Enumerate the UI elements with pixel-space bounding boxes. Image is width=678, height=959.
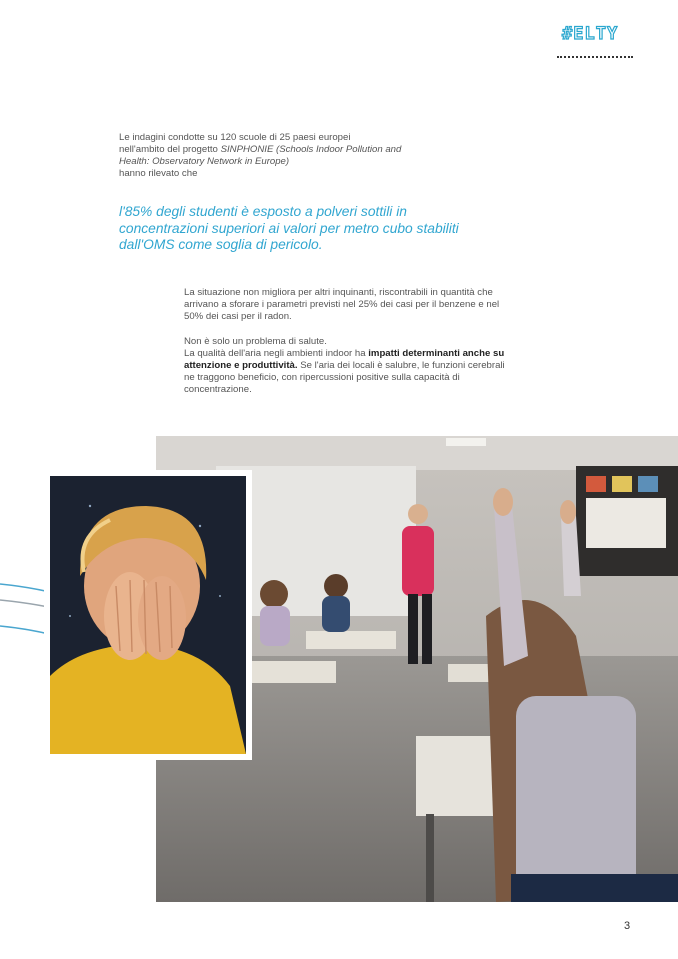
body-p2-prefix: La qualità dell'aria negli ambienti indoor ha [184,347,369,359]
page-number: 3 [624,920,631,932]
intro-line-3: hanno rilevato che [119,168,198,179]
helty-logo: #ELTY [562,24,619,44]
body-p2-line-1: Non è solo un problema di salute. [184,335,327,347]
logo-dotted-divider [557,56,633,58]
body-p2-suffix: Se l'aria dei locali è salubre, le funzioni cerebrali ne traggono beneficio, con ripercussioni positive sulla capacità di concentrazione. [184,360,505,396]
body-text [184,287,514,409]
intro-project-name: SINPHONIE (Schools Indoor Pollution and Health: Observatory Network in Europe) [119,144,402,167]
intro-line-1: Le indagini condotte su 120 scuole di 25 paesi europei [119,132,351,143]
body-paragraph-2 [184,336,514,397]
child-photo [50,476,246,754]
intro-paragraph [119,132,409,180]
intro-line-2-prefix: nell'ambito del progetto [119,144,221,155]
body-p2-bold: impatti determinanti anche su attenzione e produttività. [184,347,505,372]
body-paragraph-1: La situazione non migliora per altri inquinanti, riscontrabili in quantità che arrivano a sforare i parametri previsti nel 25% dei casi per il benzene e nel 50% dei casi per il radon. [184,287,500,323]
highlight-statement: l'85% degli studenti è esposto a polveri sottili in concentrazioni superiori ai valori per metro cubo stabiliti dall'OMS come soglia di pericolo. [119,204,459,252]
